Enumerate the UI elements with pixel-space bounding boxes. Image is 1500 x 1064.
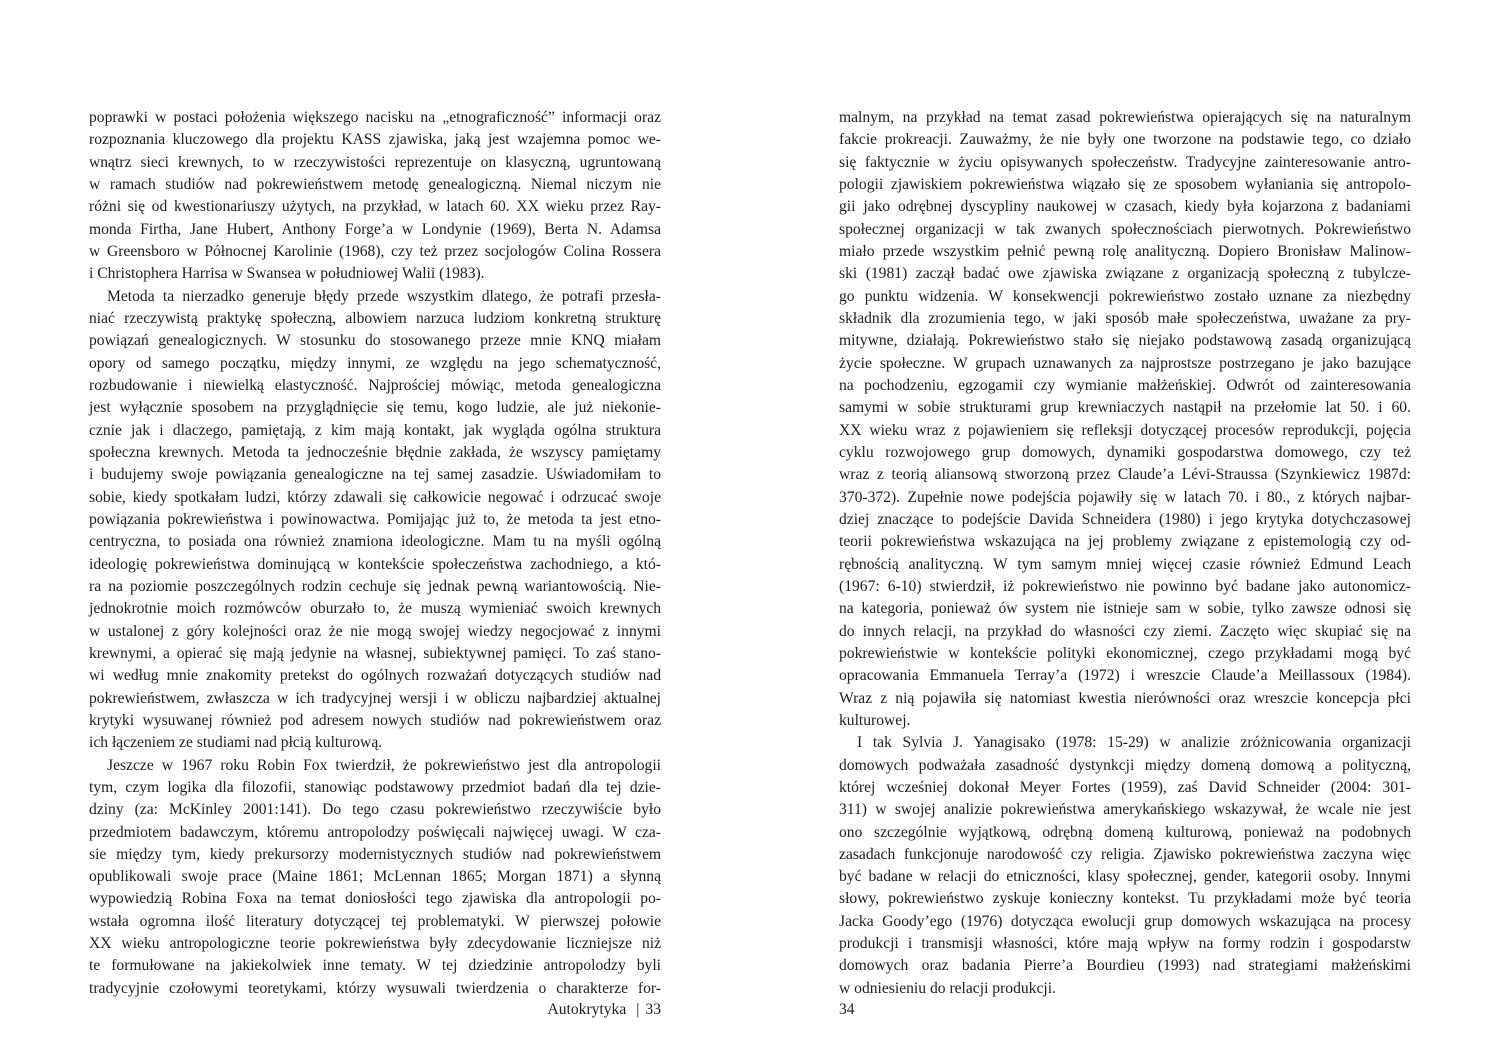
text-line: rębnością analityczną. W tym samym mniej więcej czasie również Edmund Leach — [839, 555, 1411, 573]
text-line: tym, czym logika dla filozofii, stanowiąc podstawowy przedmiot badań dla tej dzie- — [89, 778, 661, 796]
text-line: centryczna, to posiada ona również znamiona ideologiczne. Mam tu na myśli ogólną — [89, 533, 661, 551]
right-page — [750, 0, 1500, 1064]
text-line: kulturowej. — [839, 711, 911, 729]
text-line: społeczna krewnych. Metoda ta jednocześnie błędnie zakłada, że wszyscy pamiętamy — [89, 443, 661, 461]
text-line: gii jako odrębnej dyscypliny naukowej w czasach, kiedy była kojarzona z badaniami — [839, 198, 1411, 216]
text-line: wstała ogromna ilość literatury dotyczącej tej problematyki. W pierwszej połowie — [89, 912, 661, 930]
text-line: miało przede wszystkim pełnić pewną rolę analityczną. Dopiero Bronisław Malinow- — [839, 242, 1411, 260]
text-line: produkcji i transmisji własności, które mają wpływ na formy rodzin i gospodarstw — [839, 935, 1411, 953]
text-line: na pochodzeniu, egzogamii czy wymianie małżeńskiej. Odwrót od zainteresowania — [839, 376, 1411, 394]
text-line: ra na poziomie poszczególnych rodzin cechuje się jednak pewną wariantowością. Nie- — [89, 577, 661, 595]
text-line: XX wieku wraz z pojawieniem się refleksji dotyczącej procesów reprodukcji, pojęcia — [839, 421, 1411, 439]
text-line: składnik dla zrozumienia tego, w jaki sposób małe społeczeństwa, uważane za pry- — [839, 309, 1411, 327]
text-line: krytyki wysuwanej również pod adresem nowych studiów nad pokrewieństwem oraz — [89, 711, 661, 729]
text-line: w ramach studiów nad pokrewieństwem metodę genealogiczną. Niemal niczym nie — [89, 175, 661, 193]
text-line: jednokrotnie moich rozmówców oburzało to, że muszą wymieniać swoich krewnych — [89, 600, 661, 618]
text-line: być badane w relacji do etniczności, klasy społecznej, gender, kategorii osoby. Innymi — [839, 868, 1411, 886]
text-line: wnątrz sieci krewnych, to w rzeczywistości reprezentuje on klasyczną, ugruntowaną — [89, 153, 661, 171]
text-line: ich łączeniem ze studiami nad płcią kulturową. — [89, 734, 383, 752]
running-title: Autokrytyka — [547, 1001, 627, 1018]
text-line: ono szczególnie wyjątkową, odrębną domeną kulturową, ponieważ na podobnych — [839, 823, 1411, 841]
text-line: fakcie prokreacji. Zauważmy, że nie były one tworzone na podstawie tego, co działo — [839, 131, 1411, 149]
text-line: w Greensboro w Północnej Karolinie (1968), czy też przez socjologów Colina Rossera — [89, 242, 661, 260]
text-line: przedmiotem badawczym, któremu antropolodzy poświęcali najwięcej uwagi. W cza- — [89, 823, 661, 841]
text-line: rozbudowanie i niewielką elastyczność. Najprościej mówiąc, metoda genealogiczna — [89, 376, 661, 394]
text-line: i budujemy swoje powiązania genealogiczne na tej samej zasadzie. Uświadomiłam to — [89, 466, 661, 484]
left-text-column — [89, 107, 661, 1000]
text-line: opublikowali swoje prace (Maine 1861; McLennan 1865; Morgan 1871) a słynną — [89, 868, 661, 886]
text-line: w odniesieniu do relacji produkcji. — [839, 979, 1056, 997]
right-page-footer — [839, 1000, 855, 1020]
text-line: (1967: 6-10) stwierdził, iż pokrewieństwo nie powinno być badane jako autonomicz- — [839, 577, 1411, 595]
text-line: 311) w swojej analizie pokrewieństwa amerykańskiego wskazywał, że wcale nie jest — [839, 801, 1411, 819]
text-line: różni się od kwestionariuszy użytych, na przykład, w latach 60. XX wieku przez Ray- — [89, 198, 661, 216]
text-line: samymi w sobie strukturami grup krewniaczych nastąpił na przełomie lat 50. i 60. — [839, 399, 1411, 417]
text-line: dziej znaczące to podejście Davida Schneidera (1980) i jego krytyka dotychczasowej — [839, 510, 1411, 528]
text-line: której wcześniej dokonał Meyer Fortes (1959), zaś David Schneider (2004: 301- — [839, 778, 1411, 796]
text-line: sobie, kiedy spotkałam ludzi, którzy zdawali się całkowicie negować i odrzucać swoje — [89, 488, 661, 506]
text-line: 370-372). Zupełnie nowe podejścia pojawiły się w latach 70. i 80., z których najbar- — [839, 488, 1411, 506]
text-line: monda Firtha, Jane Hubert, Anthony Forge’a w Londynie (1969), Berta N. Adamsa — [89, 220, 661, 238]
text-line: niać rzeczywistą praktykę społeczną, albowiem narzuca ludziom konkretną strukturę — [89, 309, 661, 327]
text-line: jest wyłącznie sposobem na przyglądnięcie się temu, kogo ludzie, ale już niekonie- — [89, 399, 661, 417]
text-line: dziny (za: McKinley 2001:141). Do tego czasu pokrewieństwo rzeczywiście było — [89, 801, 661, 819]
text-line: mitywne, działają. Pokrewieństwo stało się niejako podstawową zasadą organizującą — [839, 332, 1411, 350]
text-line: życie społeczne. W grupach uznawanych za najprostsze postrzegano je jako bazujące — [839, 354, 1411, 372]
text-line: wraz z teorią aliansową stworzoną przez Claude’a Lévi-Straussa (Szynkiewicz 1987d: — [839, 466, 1411, 484]
right-text-column — [839, 107, 1411, 1000]
text-line: do innych relacji, na przykład do własności czy ziemi. Zaczęto więc skupiać się na — [839, 622, 1411, 640]
text-line: I tak Sylvia J. Yanagisako (1978: 15-29) w analizie zróżnicowania organizacji — [857, 734, 1411, 752]
text-line: powiązań genealogicznych. W stosunku do stosowanego przeze mnie KNQ miałam — [89, 332, 661, 350]
text-line: wi według mnie znakomity pretekst do ogólnych rozważań dotyczących studiów nad — [89, 667, 661, 685]
text-line: zasadach funkcjonuje narodowość czy religia. Zjawisko pokrewieństwa zaczyna więc — [839, 845, 1411, 863]
text-line: teorii pokrewieństwa wskazująca na jej problemy związane z epistemologią czy od- — [839, 533, 1411, 551]
text-line: go punktu widzenia. W konsekwencji pokrewieństwo zostało uznane za niezbędny — [839, 287, 1411, 305]
text-line: rozpoznania kluczowego dla projektu KASS zjawiska, jaką jest wzajemna pomoc we- — [89, 131, 661, 149]
text-line: poprawki w postaci położenia większego nacisku na „etnograficzność” informacji oraz — [89, 109, 661, 126]
footer-separator: | — [636, 1001, 640, 1018]
text-line: te formułowane na jakiekolwiek inne tematy. W tej dziedzinie antropolodzy byli — [89, 957, 661, 975]
text-line: pokrewieństwem, zwłaszcza w ich tradycyjnej wersji i w obliczu najbardziej aktualnej — [89, 689, 661, 707]
text-line: ideologię pokrewieństwa dominującą w kontekście społeczeństwa zachodniego, a któ- — [89, 555, 661, 573]
text-line: sie między tym, kiedy prekursorzy modernistycznych studiów nad pokrewieństwem — [89, 845, 661, 863]
text-line: domowych podważała zasadność dystynkcji między domeną domową a polityczną, — [839, 756, 1411, 774]
text-line: cyklu rozwojowego grup domowych, dynamiki gospodarstwa domowego, czy też — [839, 443, 1411, 461]
text-line: opory od samego początku, między innymi, ze względu na jego schematyczność, — [89, 354, 661, 372]
text-line: w ustalonej z góry kolejności oraz że nie mogą swojej wiedzy negocjować z innymi — [89, 622, 661, 640]
text-line: i Christophera Harrisa w Swansea w południowej Walii (1983). — [89, 265, 485, 283]
text-line: Jacka Goody’ego (1976) dotycząca ewolucji grup domowych wskazująca na procesy — [839, 912, 1411, 930]
text-line: pokrewieństwie w kontekście polityki ekonomicznej, czego przykładami mogą być — [839, 644, 1411, 662]
text-line: Metoda ta nierzadko generuje błędy przede wszystkim dlatego, że potrafi przesła- — [107, 287, 661, 305]
text-line: się faktycznie w życiu opisywanych społeczeństw. Tradycyjne zainteresowanie antro- — [839, 153, 1411, 171]
page-number-left: 33 — [645, 1001, 661, 1018]
text-line: domowych oraz badania Pierre’a Bourdieu (1993) nad strategiami małżeńskimi — [839, 957, 1411, 975]
text-line: społecznej organizacji w tak zwanych społecznościach pierwotnych. Pokrewieństwo — [839, 220, 1411, 238]
text-line: malnym, na przykład na temat zasad pokrewieństwa opierających się na naturalnym — [839, 109, 1411, 126]
text-line: powiązania pokrewieństwa i powinowactwa. Pomijając już to, że metoda ta jest etno- — [89, 510, 661, 528]
text-line: na kategoria, ponieważ ów system nie istnieje sam w sobie, tylko zawsze odnosi się — [839, 600, 1411, 618]
text-line: ski (1981) zaczął badać owe zjawiska związane z organizacją społeczną z tubylcze- — [839, 265, 1411, 283]
text-line: krewnymi, a opierać się mają jedynie na własnej, subiektywnej pamięci. To zaś stano- — [89, 644, 661, 662]
left-page-footer — [547, 1000, 661, 1020]
text-line: cznie jak i dlaczego, pamiętają, z kim mają kontakt, jak wygląda ogólna struktura — [89, 421, 661, 439]
page-number-right: 34 — [839, 1001, 855, 1018]
text-line: tradycyjnie czołowymi teoretykami, którzy wysuwali twierdzenia o charakterze for- — [89, 979, 661, 997]
text-line: słowy, pokrewieństwo zyskuje konieczny kontekst. Tu przykładami może być teoria — [839, 890, 1411, 908]
text-line: wypowiedzią Robina Foxa na temat doniosłości tego zjawiska dla antropologii po- — [89, 890, 661, 908]
text-line: opracowania Emmanuela Terray’a (1972) i wreszcie Claude’a Meillassoux (1984). — [839, 667, 1411, 685]
text-line: Wraz z nią pojawiła się natomiast kwestia nierówności oraz wreszcie koncepcja płci — [839, 689, 1411, 707]
text-line: pologii zjawiskiem pokrewieństwa wiązało się ze sposobem wyłaniania się antropolo- — [839, 175, 1411, 193]
text-line: Jeszcze w 1967 roku Robin Fox twierdził, że pokrewieństwo jest dla antropologii — [107, 756, 661, 774]
text-line: XX wieku antropologiczne teorie pokrewieństwa były zdecydowanie liczniejsze niż — [89, 935, 661, 953]
